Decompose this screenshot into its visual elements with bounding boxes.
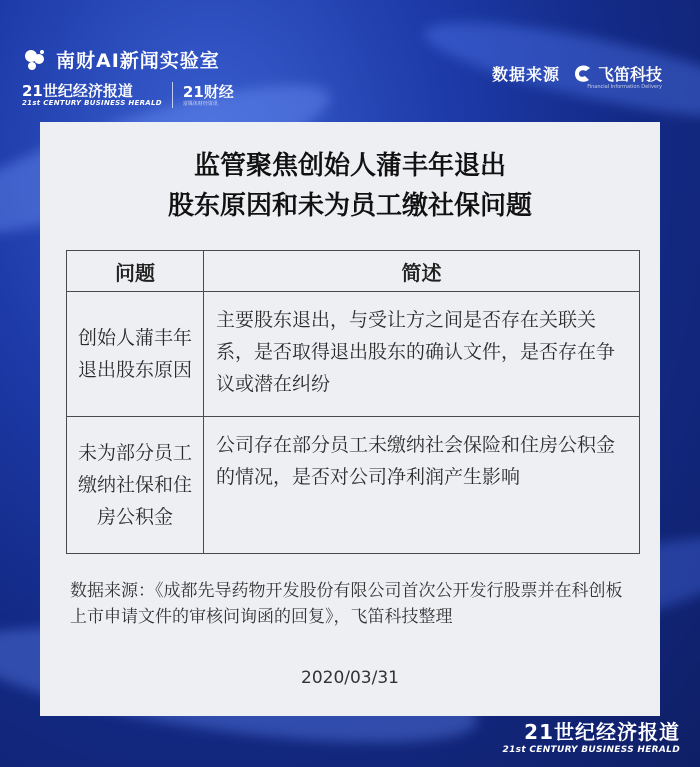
brand-header (22, 46, 220, 73)
brand-21-title: 21世纪经济报道 (22, 82, 133, 100)
table-row (67, 417, 640, 554)
description-cell: 公司存在部分员工未缴纳社会保险和住房公积金的情况，是否对公司净利润产生影响 (204, 417, 640, 554)
footer-brand (503, 716, 680, 755)
brand-divider (172, 82, 173, 108)
card-title (40, 146, 660, 226)
footer-title: 21世纪经济报道 (524, 720, 680, 744)
data-source-tag (491, 62, 662, 90)
brand-21-subtitle: 21st CENTURY BUSINESS HERALD (22, 99, 162, 107)
source-company-subtitle: Financial Information Delivery (587, 84, 662, 90)
source-company-name: 飞笛科技 (597, 65, 662, 84)
publish-date: 2020/03/31 (301, 668, 399, 688)
table-header-row (67, 251, 640, 292)
brand-caijing-title: 21财经 (182, 82, 234, 101)
issue-table (66, 250, 640, 554)
card-title-line2: 股东原因和未为员工缴社保问题 (167, 191, 532, 221)
source-company-logo (572, 62, 662, 85)
table-row (67, 292, 640, 417)
issue-cell: 创始人蒲丰年退出股东原因 (67, 292, 204, 417)
header-description: 简述 (204, 251, 640, 292)
header-issue: 问题 (67, 251, 204, 292)
source-label: 数据来源 (491, 65, 560, 84)
media-brands (22, 82, 234, 108)
brand-name: 南财AI新闻实验室 (56, 50, 220, 72)
ai-lab-logo-icon (22, 47, 48, 73)
content-card (40, 122, 660, 716)
card-title-line1: 监管聚焦创始人蒲丰年退出 (193, 151, 506, 181)
footer-subtitle: 21st CENTURY BUSINESS HERALD (502, 745, 680, 755)
issue-cell: 未为部分员工缴纳社保和住房公积金 (67, 417, 204, 554)
source-note: 数据来源：《成都先导药物开发股份有限公司首次公开发行股票并在科创板上市申请文件的审核问询函的回复》，飞笛科技整理 (70, 581, 623, 627)
brand-caijing-subtitle: 富媒体财经资讯 (182, 100, 218, 107)
description-cell: 主要股东退出，与受让方之间是否存在关联关系，是否取得退出股东的确认文件，是否存在争议或潜在纠纷 (204, 292, 640, 417)
feidi-logo-icon (572, 63, 594, 85)
